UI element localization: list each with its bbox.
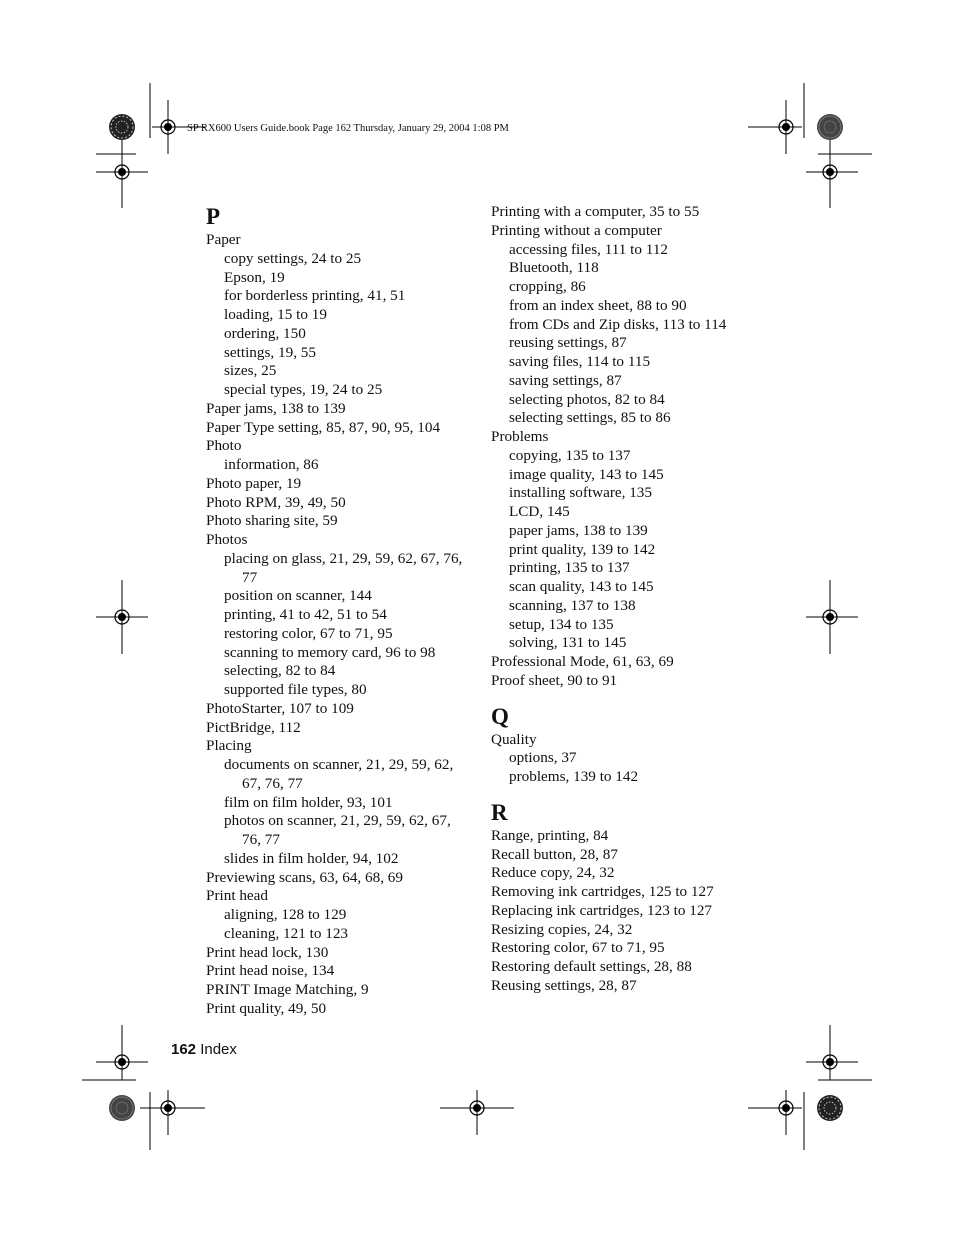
index-subentry: saving files, 114 to 115	[509, 353, 651, 370]
index-entry: Photo	[206, 437, 242, 455]
index-entry: Removing ink cartridges, 125 to 127	[491, 883, 714, 900]
starburst-icon	[817, 1095, 843, 1121]
index-entry: Print head	[206, 887, 269, 905]
index-subentry: LCD, 145	[509, 503, 570, 520]
starburst-icon	[817, 114, 843, 140]
index-entry: Paper	[206, 231, 241, 248]
index-entry: Problems	[491, 428, 549, 445]
index-entry: Proof sheet, 90 to 91	[491, 671, 618, 689]
index-subentry: loading, 15 to 19	[224, 306, 327, 323]
index-continuation: 76, 77	[242, 831, 280, 848]
index-entries	[491, 203, 761, 691]
index-entry: Professional Mode, 61, 63, 69	[491, 653, 674, 670]
index-entry: Restoring color, 67 to 71, 95	[491, 939, 665, 957]
index-continuation: 77	[242, 568, 258, 586]
index-entry: PRINT Image Matching, 9	[206, 981, 369, 998]
index-subentry: paper jams, 138 to 139	[509, 521, 648, 539]
index-subentry: Bluetooth, 118	[509, 259, 599, 277]
index-entry: Paper Type setting, 85, 87, 90, 95, 104	[206, 418, 441, 436]
index-subentry: from an index sheet, 88 to 90	[509, 296, 687, 314]
index-entry: Placing	[206, 737, 252, 755]
index-subentry: position on scanner, 144	[224, 587, 372, 605]
index-entry: Reusing settings, 28, 87	[491, 976, 637, 994]
index-subentry: selecting, 82 to 84	[224, 662, 336, 680]
index-subentry: image quality, 143 to 145	[509, 465, 664, 483]
index-entry: Print quality, 49, 50	[206, 999, 327, 1017]
index-subentry: selecting photos, 82 to 84	[509, 390, 665, 408]
index-subentry: special types, 19, 24 to 25	[224, 381, 383, 398]
index-subentry: restoring color, 67 to 71, 95	[224, 624, 393, 642]
index-entry: Resizing copies, 24, 32	[491, 920, 633, 938]
index-subentry: saving settings, 87	[509, 371, 622, 389]
page-footer	[171, 1041, 237, 1058]
index-entry: Printing with a computer, 35 to 55	[491, 203, 700, 220]
index-letter-heading: R	[491, 799, 508, 825]
index-entry: Previewing scans, 63, 64, 68, 69	[206, 868, 403, 886]
starburst-icon	[109, 114, 135, 140]
starburst-icon	[109, 1095, 135, 1121]
page-number: 162	[171, 1041, 197, 1058]
index-entry: Restoring default settings, 28, 88	[491, 958, 692, 975]
index-subentry: copying, 135 to 137	[509, 446, 631, 464]
index-subentry: settings, 19, 55	[224, 343, 316, 361]
index-subentry: from CDs and Zip disks, 113 to 114	[509, 315, 727, 333]
index-subentry: cleaning, 121 to 123	[224, 924, 349, 942]
index-subentry: Epson, 19	[224, 268, 285, 286]
index-entry: Quality	[491, 730, 537, 748]
index-subentry: information, 86	[224, 456, 319, 473]
index-entry: Replacing ink cartridges, 123 to 127	[491, 901, 713, 919]
index-entry: Print head noise, 134	[206, 962, 335, 980]
index-subentry: print quality, 139 to 142	[509, 540, 656, 558]
index-subentry: solving, 131 to 145	[509, 634, 627, 652]
index-entries	[491, 827, 761, 996]
index-continuation: 67, 76, 77	[242, 774, 303, 792]
index-letter-heading: P	[206, 204, 221, 229]
section-name: Index	[200, 1041, 237, 1058]
index-subentry: printing, 41 to 42, 51 to 54	[224, 606, 387, 623]
index-subentry: scanning to memory card, 96 to 98	[224, 643, 436, 661]
index-subentry: reusing settings, 87	[509, 334, 627, 352]
index-subentry: accessing files, 111 to 112	[509, 240, 669, 258]
index-entries	[206, 231, 476, 1019]
index-entry: Photo sharing site, 59	[206, 512, 338, 530]
index-entry: Photo paper, 19	[206, 474, 302, 492]
index-entry: Reduce copy, 24, 32	[491, 864, 615, 882]
index-subentry: slides in film holder, 94, 102	[224, 849, 399, 867]
index-subentry: placing on glass, 21, 29, 59, 62, 67, 76,	[224, 549, 463, 567]
print-slug-header: SP RX600 Users Guide.book Page 162 Thursday, January 29, 2004 1:08 PM	[187, 123, 509, 134]
index-entry: Range, printing, 84	[491, 826, 609, 844]
index-subentry: supported file types, 80	[224, 681, 367, 698]
index-column-left	[206, 203, 476, 1019]
index-subentry: problems, 139 to 142	[509, 768, 639, 785]
index-subentry: selecting settings, 85 to 86	[509, 409, 671, 427]
index-subentry: aligning, 128 to 129	[224, 906, 347, 923]
index-entry: Photo RPM, 39, 49, 50	[206, 493, 346, 511]
index-subentry: sizes, 25	[224, 362, 277, 380]
index-entry: Photos	[206, 531, 248, 548]
index-subentry: for borderless printing, 41, 51	[224, 287, 406, 305]
index-subentry: film on film holder, 93, 101	[224, 793, 393, 811]
index-subentry: scanning, 137 to 138	[509, 596, 636, 614]
index-entry: Paper jams, 138 to 139	[206, 399, 346, 417]
index-entries	[491, 731, 761, 787]
index-entry: Recall button, 28, 87	[491, 845, 618, 863]
index-subentry: cropping, 86	[509, 278, 586, 295]
index-entry: PhotoStarter, 107 to 109	[206, 699, 354, 717]
index-subentry: setup, 134 to 135	[509, 615, 614, 633]
index-subentry: options, 37	[509, 749, 577, 767]
index-letter-heading: Q	[491, 703, 509, 729]
index-entry: Print head lock, 130	[206, 943, 329, 961]
index-column-right	[491, 203, 761, 996]
index-subentry: copy settings, 24 to 25	[224, 249, 362, 267]
index-entry: PictBridge, 112	[206, 718, 301, 736]
index-subentry: ordering, 150	[224, 324, 306, 342]
index-subentry: scan quality, 143 to 145	[509, 578, 654, 595]
index-subentry: photos on scanner, 21, 29, 59, 62, 67,	[224, 812, 451, 830]
index-subentry: printing, 135 to 137	[509, 559, 630, 577]
index-subentry: installing software, 135	[509, 484, 652, 502]
index-entry: Printing without a computer	[491, 221, 662, 239]
index-subentry: documents on scanner, 21, 29, 59, 62,	[224, 756, 454, 773]
